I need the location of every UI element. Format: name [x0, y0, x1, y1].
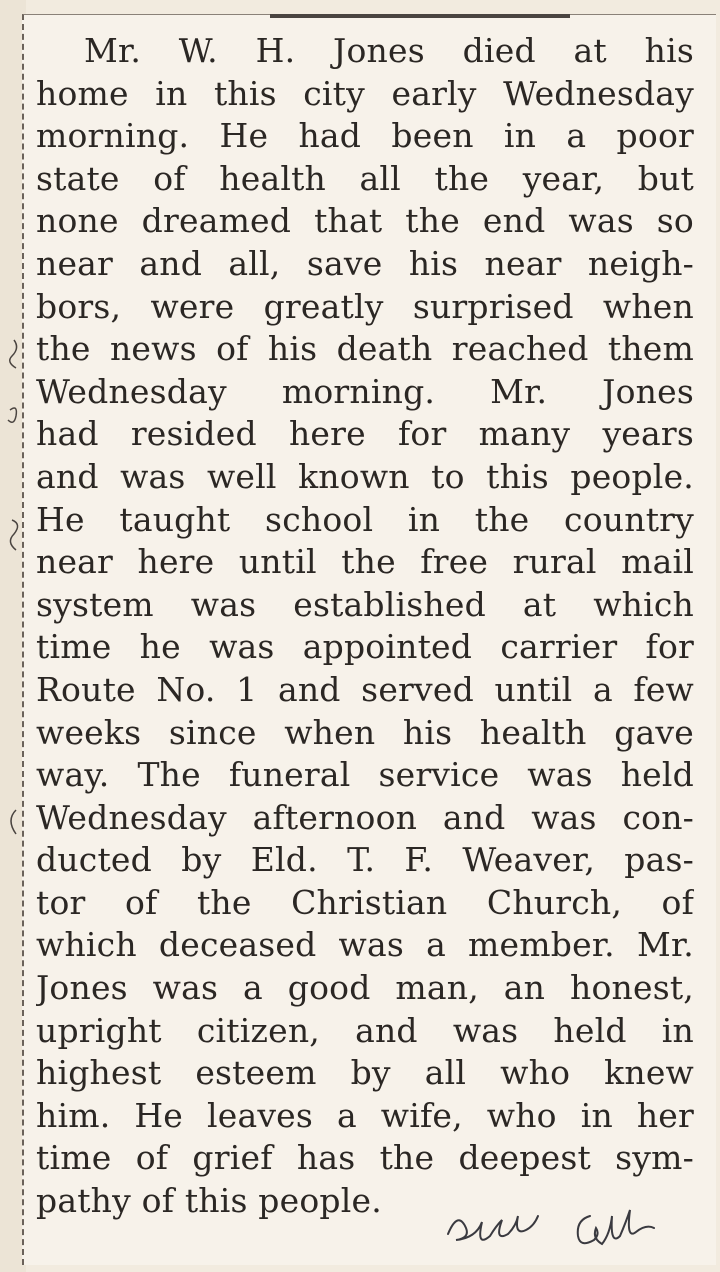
- text-line: home in this city early Wednesday: [36, 73, 694, 113]
- handwritten-signature: [440, 1198, 700, 1258]
- obituary-text: [36, 30, 694, 1223]
- text-line: Wednesday morning. Mr. Jones: [36, 371, 694, 411]
- text-line: which deceased was a member. Mr.: [36, 925, 694, 965]
- text-line: system was established at which: [36, 584, 694, 624]
- text-line: time of grief has the deepest sym-: [36, 1138, 694, 1178]
- text-line: near and all, save his near neigh-: [36, 243, 694, 283]
- text-line: He taught school in the country: [36, 499, 694, 539]
- text-line: him. He leaves a wife, who in her: [36, 1095, 694, 1135]
- top-rule: [270, 14, 570, 18]
- text-line: Route No. 1 and served until a few: [36, 669, 694, 709]
- text-line: time he was appointed carrier for: [36, 627, 694, 667]
- text-line: ducted by Eld. T. F. Weaver, pas-: [36, 840, 694, 880]
- text-line: tor of the Christian Church, of: [36, 882, 694, 922]
- text-line: and was well known to this people.: [36, 456, 694, 496]
- text-line: near here until the free rural mail: [36, 542, 694, 582]
- text-line: none dreamed that the end was so: [36, 201, 694, 241]
- text-line: upright citizen, and was held in: [36, 1010, 694, 1050]
- text-line: had resided here for many years: [36, 414, 694, 454]
- text-line: the news of his death reached them: [36, 329, 694, 369]
- text-line: state of health all the year, but: [36, 158, 694, 198]
- text-line: way. The funeral service was held: [36, 755, 694, 795]
- text-line: Mr. W. H. Jones died at his: [84, 31, 694, 70]
- text-line: pathy of this people.: [36, 1181, 382, 1221]
- handwritten-margin-marks: [0, 330, 28, 930]
- text-line: highest esteem by all who knew: [36, 1053, 694, 1093]
- text-line: Jones was a good man, an honest,: [36, 968, 694, 1008]
- text-line: bors, were greatly surprised when: [36, 286, 694, 326]
- text-line: Wednesday afternoon and was con-: [36, 797, 694, 837]
- text-line: weeks since when his health gave: [36, 712, 694, 752]
- text-line: morning. He had been in a poor: [36, 116, 694, 156]
